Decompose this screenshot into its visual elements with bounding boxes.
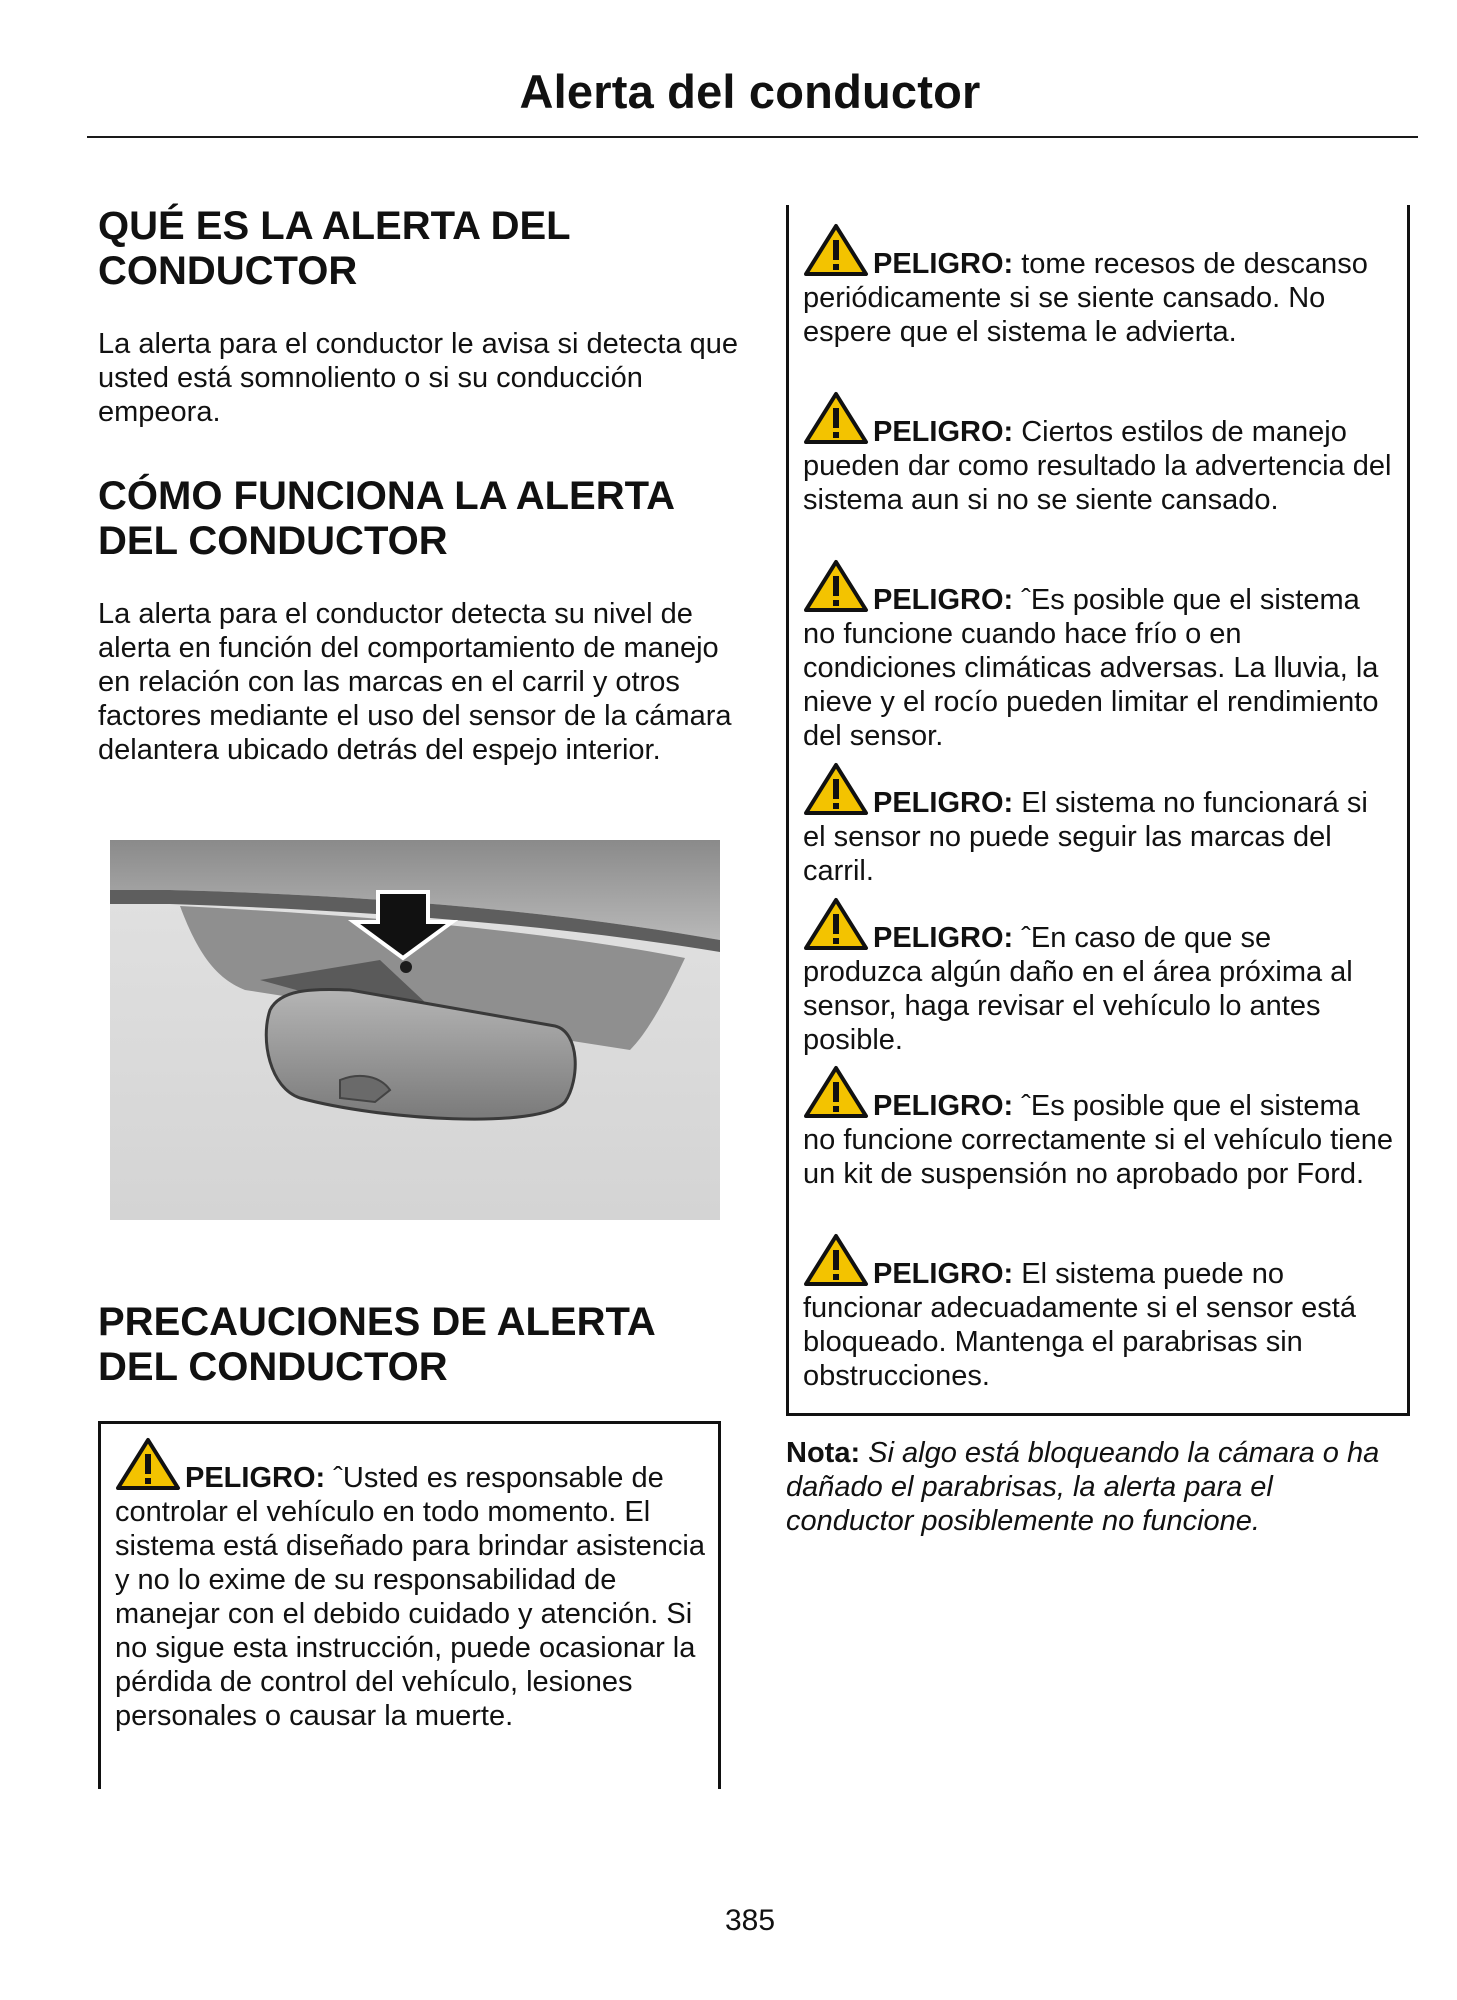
warning-item: [803, 223, 1393, 349]
warning-label: PELIGRO:: [873, 1258, 1014, 1290]
heading-what-is: [98, 204, 738, 294]
note-text: Si algo está bloqueando la cámara o ha dañado el parabrisas, la alerta para el conductor posiblemente no funcione.: [786, 1437, 1380, 1537]
warning-text: tome recesos de descanso periódicamente si se siente cansado. No espere que el sistema le advierta.: [803, 248, 1368, 348]
heading-line: PRECAUCIONES DE ALERTA: [98, 1300, 656, 1344]
note-label: Nota:: [786, 1437, 861, 1469]
warning-text: ˆEs posible que el sistema no funcione correctamente si el vehículo tiene un kit de suspensión no aprobado por Ford.: [803, 1090, 1394, 1190]
warning-item: [803, 1233, 1393, 1393]
warning-label: PELIGRO:: [873, 1090, 1014, 1122]
warning-text: El sistema no funcionará si el sensor no puede seguir las marcas del carril.: [803, 787, 1368, 887]
warning-box-right: [786, 205, 1410, 1416]
warning-item: [803, 897, 1393, 1057]
how-works-paragraph: La alerta para el conductor detecta su nivel de alerta en función del comportamiento de manejo en relación con las marcas en el carril y otros factores mediante el uso del sensor de la cámara delantera ubicado detrás del espejo interior.: [98, 598, 732, 766]
warning-triangle-icon: [803, 391, 869, 445]
heading-line: CÓMO FUNCIONA LA ALERTA: [98, 474, 675, 518]
camera-sensor-illustration: [110, 840, 720, 1220]
warning-text: ˆEs posible que el sistema no funcione cuando hace frío o en condiciones climáticas adversas. La lluvia, la nieve y el rocío pueden limitar el rendimiento del sensor.: [803, 584, 1379, 752]
warning-text: El sistema puede no funcionar adecuadamente si el sensor está bloqueado. Mantenga el parabrisas sin obstrucciones.: [803, 1258, 1356, 1392]
warning-triangle-icon: [115, 1437, 181, 1491]
windshield-mirror-drawing: [110, 840, 720, 1220]
warning-item: [803, 762, 1393, 888]
warning-label: PELIGRO:: [185, 1462, 326, 1494]
warning-box-left: [98, 1421, 721, 1789]
warning-item: [803, 1065, 1393, 1191]
page-title: Alerta del conductor: [519, 65, 981, 118]
heading-precautions: [98, 1300, 738, 1390]
warning-label: PELIGRO:: [873, 922, 1014, 954]
warning-text: Ciertos estilos de manejo pueden dar como resultado la advertencia del sistema aun si no se siente cansado.: [803, 416, 1392, 516]
warning-item: [115, 1437, 705, 1733]
title-divider: [87, 136, 1418, 138]
page-number: 385: [724, 1904, 776, 1937]
note: [786, 1436, 1406, 1538]
heading-line: DEL CONDUCTOR: [98, 1345, 448, 1389]
warning-triangle-icon: [803, 762, 869, 816]
warning-item: [803, 391, 1393, 517]
warning-triangle-icon: [803, 1065, 869, 1119]
warning-label: PELIGRO:: [873, 787, 1014, 819]
heading-line: CONDUCTOR: [98, 249, 358, 293]
warning-item: [803, 559, 1393, 753]
heading-line: QUÉ ES LA ALERTA DEL: [98, 204, 571, 248]
what-is-paragraph: La alerta para el conductor le avisa si detecta que usted está somnoliento o si su conducción empeora.: [98, 328, 739, 428]
warning-triangle-icon: [803, 897, 869, 951]
warning-label: PELIGRO:: [873, 416, 1014, 448]
warning-label: PELIGRO:: [873, 248, 1014, 280]
warning-text: ˆEn caso de que se produzca algún daño en el área próxima al sensor, haga revisar el vehículo lo antes posible.: [803, 922, 1353, 1056]
warning-text: ˆUsted es responsable de controlar el vehículo en todo momento. El sistema está diseñado para brindar asistencia y no lo exime de su responsabilidad de manejar con el debido cuidado y atención. Si no sigue esta instrucción, puede ocasionar la pérdida de control del vehículo, lesiones personales o causar la muerte.: [115, 1462, 705, 1732]
warning-label: PELIGRO:: [873, 584, 1014, 616]
warning-triangle-icon: [803, 559, 869, 613]
heading-how-works: [98, 474, 738, 564]
warning-triangle-icon: [803, 223, 869, 277]
heading-line: DEL CONDUCTOR: [98, 519, 448, 563]
warning-triangle-icon: [803, 1233, 869, 1287]
